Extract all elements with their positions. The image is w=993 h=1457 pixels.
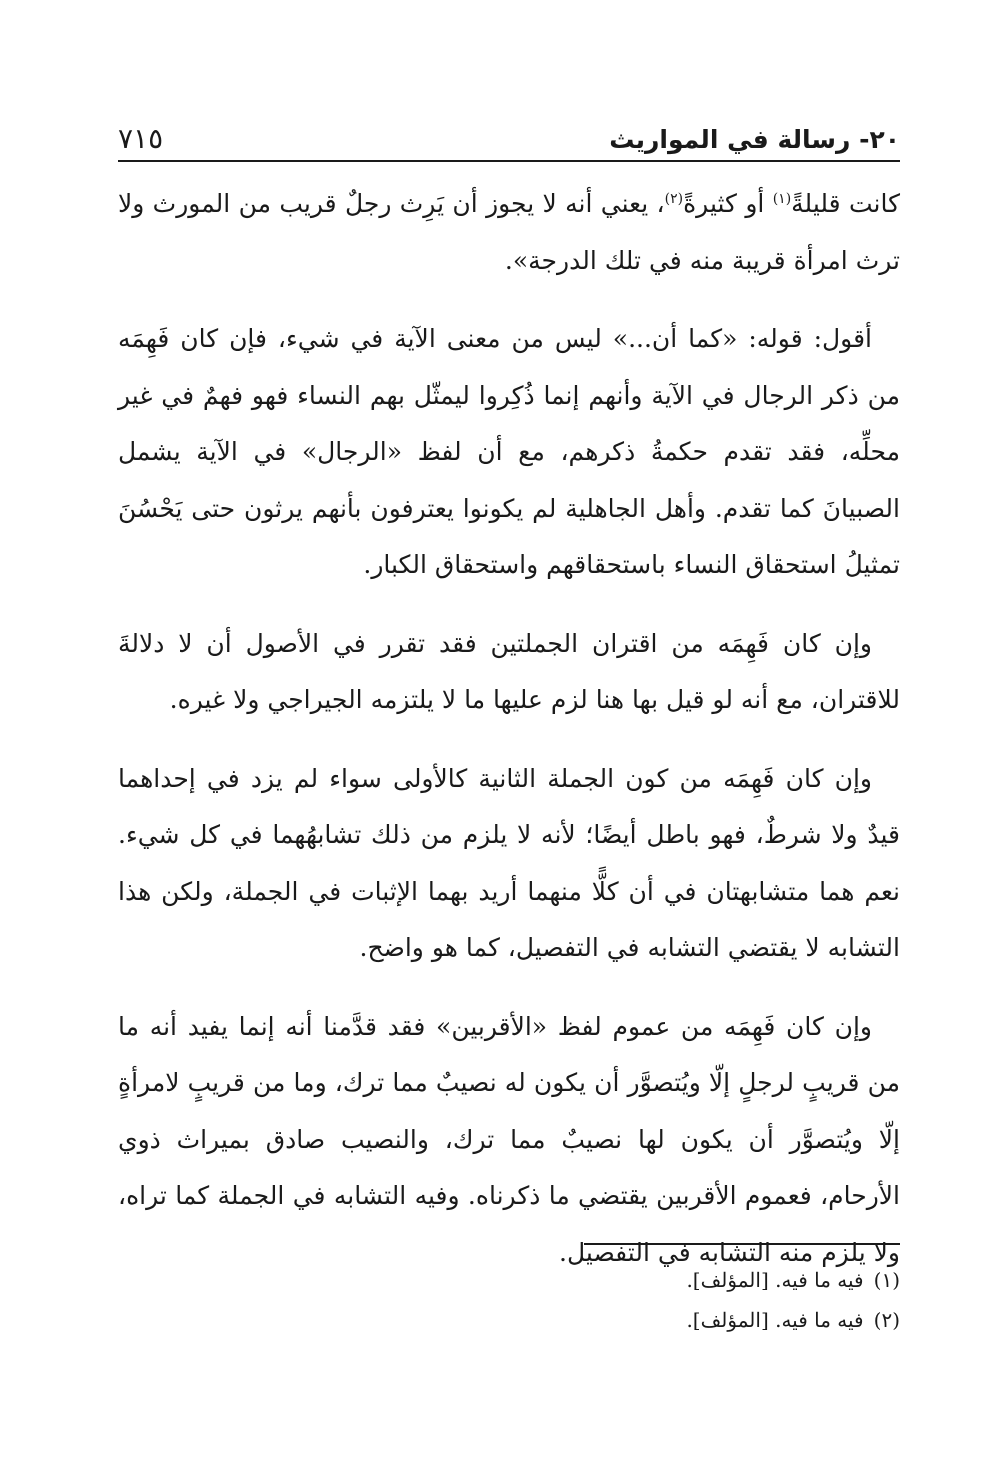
footnote-1-number: (١) (873, 1268, 900, 1292)
paragraph-1-middle: أو كثيرةً (683, 189, 773, 218)
footnotes (118, 1260, 900, 1340)
page-header (118, 118, 900, 158)
footnote-1-text: فيه ما فيه. [المؤلف]. (686, 1268, 864, 1292)
paragraph-1-end: ، يعني أنه لا يجوز أن يَرِث رجلٌ قريب من المورث ولا ترث امرأة قريبة منه في تلك الدرجة». (118, 189, 900, 275)
running-title: ٢٠- رسالة في المواريث (609, 125, 900, 154)
footnote-ref-1[interactable]: (١) (772, 191, 792, 207)
footnote-1 (118, 1260, 900, 1300)
footnote-ref-2[interactable]: (٢) (664, 191, 684, 207)
paragraph-1-start: كانت قليلةً (791, 189, 900, 218)
paragraph-5: وإن كان فَهِمَه من عموم لفظ «الأقربين» فقد قدَّمنا أنه إنما يفيد أنه ما من قريبٍ لرجلٍ إلّا ويُتصوَّر أن يكون له نصيبٌ مما ترك، وما من قريبٍ لامرأةٍ إلّا ويُتصوَّر أن يكون لها نصيبٌ مما ترك، والنصيب صادق بميراث ذوي الأرحام، فعموم الأقربين يقتضي ما ذكرناه. وفيه التشابه في الجملة كما تراه، ولا يلزم منه التشابه في التفصيل. (118, 1011, 900, 1267)
page-number: ٧١٥ (118, 122, 164, 155)
paragraph-2: أقول: قوله: «كما أن...» ليس من معنى الآية في شيء، فإن كان فَهِمَه من ذكر الرجال في الآية وأنهم إنما ذُكِروا ليمثّل بهم النساء فهو فهمٌ في غير محلِّه، فقد تقدم حكمةُ ذكرهم، مع أن لفظ «الرجال» في الآية يشمل الصبيانَ كما تقدم. وأهل الجاهلية لم يكونوا يعترفون بأنهم يرثون حتى يَحْسُنَ تمثيلُ استحقاق النساء باستحقاقهم واستحقاق الكبار. (118, 324, 900, 579)
footnote-rule (584, 1243, 900, 1245)
footnote-2-number: (٢) (873, 1308, 900, 1332)
footnote-2-text: فيه ما فيه. [المؤلف]. (686, 1308, 864, 1332)
paragraph-4: وإن كان فَهِمَه من كون الجملة الثانية كالأولى سواء لم يزد في إحداهما قيدٌ ولا شرطٌ، فهو باطل أيضًا؛ لأنه لا يلزم من ذلك تشابهُهما في كل شيء. نعم هما متشابهتان في أن كلًّا منهما أريد بهما الإثبات في الجملة، ولكن هذا التشابه لا يقتضي التشابه في التفصيل، كما هو واضح. (118, 763, 900, 962)
header-rule (118, 160, 900, 162)
main-text (118, 176, 900, 1281)
paragraph-3: وإن كان فَهِمَه من اقتران الجملتين فقد تقرر في الأصول أن لا دلالةَ للاقتران، مع أنه لو قيل بها هنا لزم عليها ما لا يلتزمه الجيراجي ولا غيره. (118, 628, 900, 714)
footnote-2 (118, 1300, 900, 1340)
paragraph-1 (118, 176, 900, 289)
